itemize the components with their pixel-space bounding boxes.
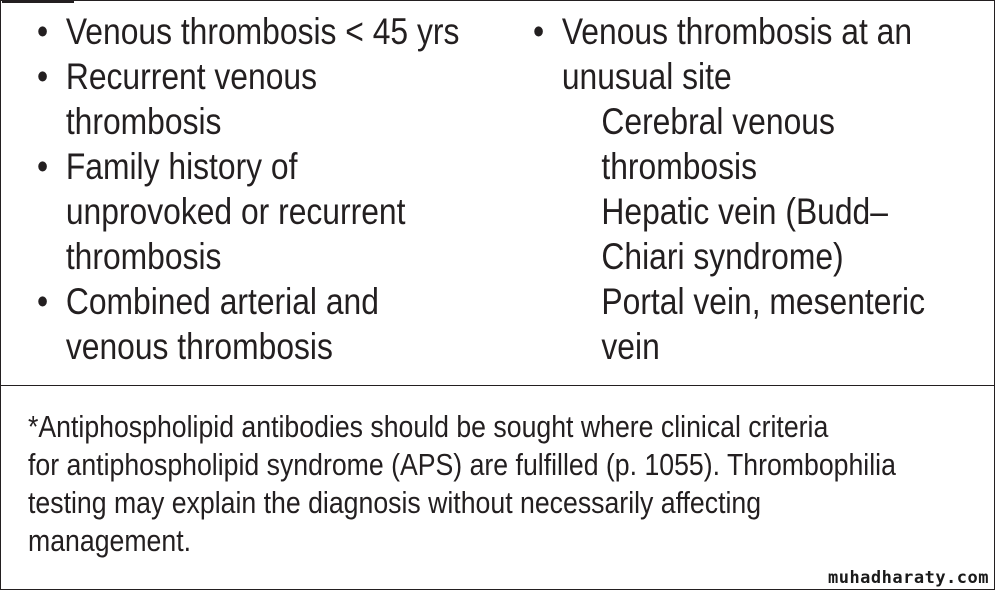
list-item: [28, 9, 459, 54]
top-accent-bar: [2, 0, 74, 3]
section-divider: [0, 385, 995, 386]
footnote-line: management.: [28, 523, 192, 558]
item-line: unprovoked or recurrent: [65, 191, 406, 232]
bullet-icon: •: [37, 11, 49, 52]
item-line: Family history of: [65, 146, 298, 187]
right-column: [524, 9, 925, 369]
footnote-line: for antiphospholipid syndrome (APS) are fulfilled (p. 1055). Thrombophilia: [28, 447, 896, 482]
item-line: Combined arterial and: [65, 281, 379, 322]
sub-item-line: Hepatic vein (Budd–: [601, 191, 888, 232]
bullet-icon: •: [533, 11, 545, 52]
item-line: thrombosis: [65, 236, 222, 277]
footnote: [28, 408, 896, 560]
sub-item-line: thrombosis: [601, 146, 758, 187]
watermark: muhadharaty.com: [827, 568, 989, 588]
list-item: [524, 9, 925, 99]
sub-item-line: Portal vein, mesenteric: [601, 281, 926, 322]
item-line: venous thrombosis: [65, 326, 333, 367]
item-line: thrombosis: [65, 101, 222, 142]
bullet-icon: •: [37, 56, 49, 97]
item-line: Venous thrombosis < 45 yrs: [65, 11, 460, 52]
list-item: [28, 279, 459, 369]
sub-item-line: Chiari syndrome): [601, 236, 844, 277]
sub-list: [524, 99, 925, 369]
left-column: [28, 9, 459, 369]
item-line: Recurrent venous: [65, 56, 318, 97]
bullet-icon: •: [37, 281, 49, 322]
sub-item-line: Cerebral venous: [601, 101, 835, 142]
list-item: [28, 144, 459, 279]
list-item: [28, 54, 459, 144]
bullet-icon: •: [37, 146, 49, 187]
sub-item-line: vein: [601, 326, 660, 367]
item-line: Venous thrombosis at an: [561, 11, 913, 52]
item-line: unusual site: [561, 56, 732, 97]
footnote-line: *Antiphospholipid antibodies should be sought where clinical criteria: [28, 409, 829, 444]
footnote-line: testing may explain the diagnosis without necessarily affecting: [28, 485, 762, 520]
